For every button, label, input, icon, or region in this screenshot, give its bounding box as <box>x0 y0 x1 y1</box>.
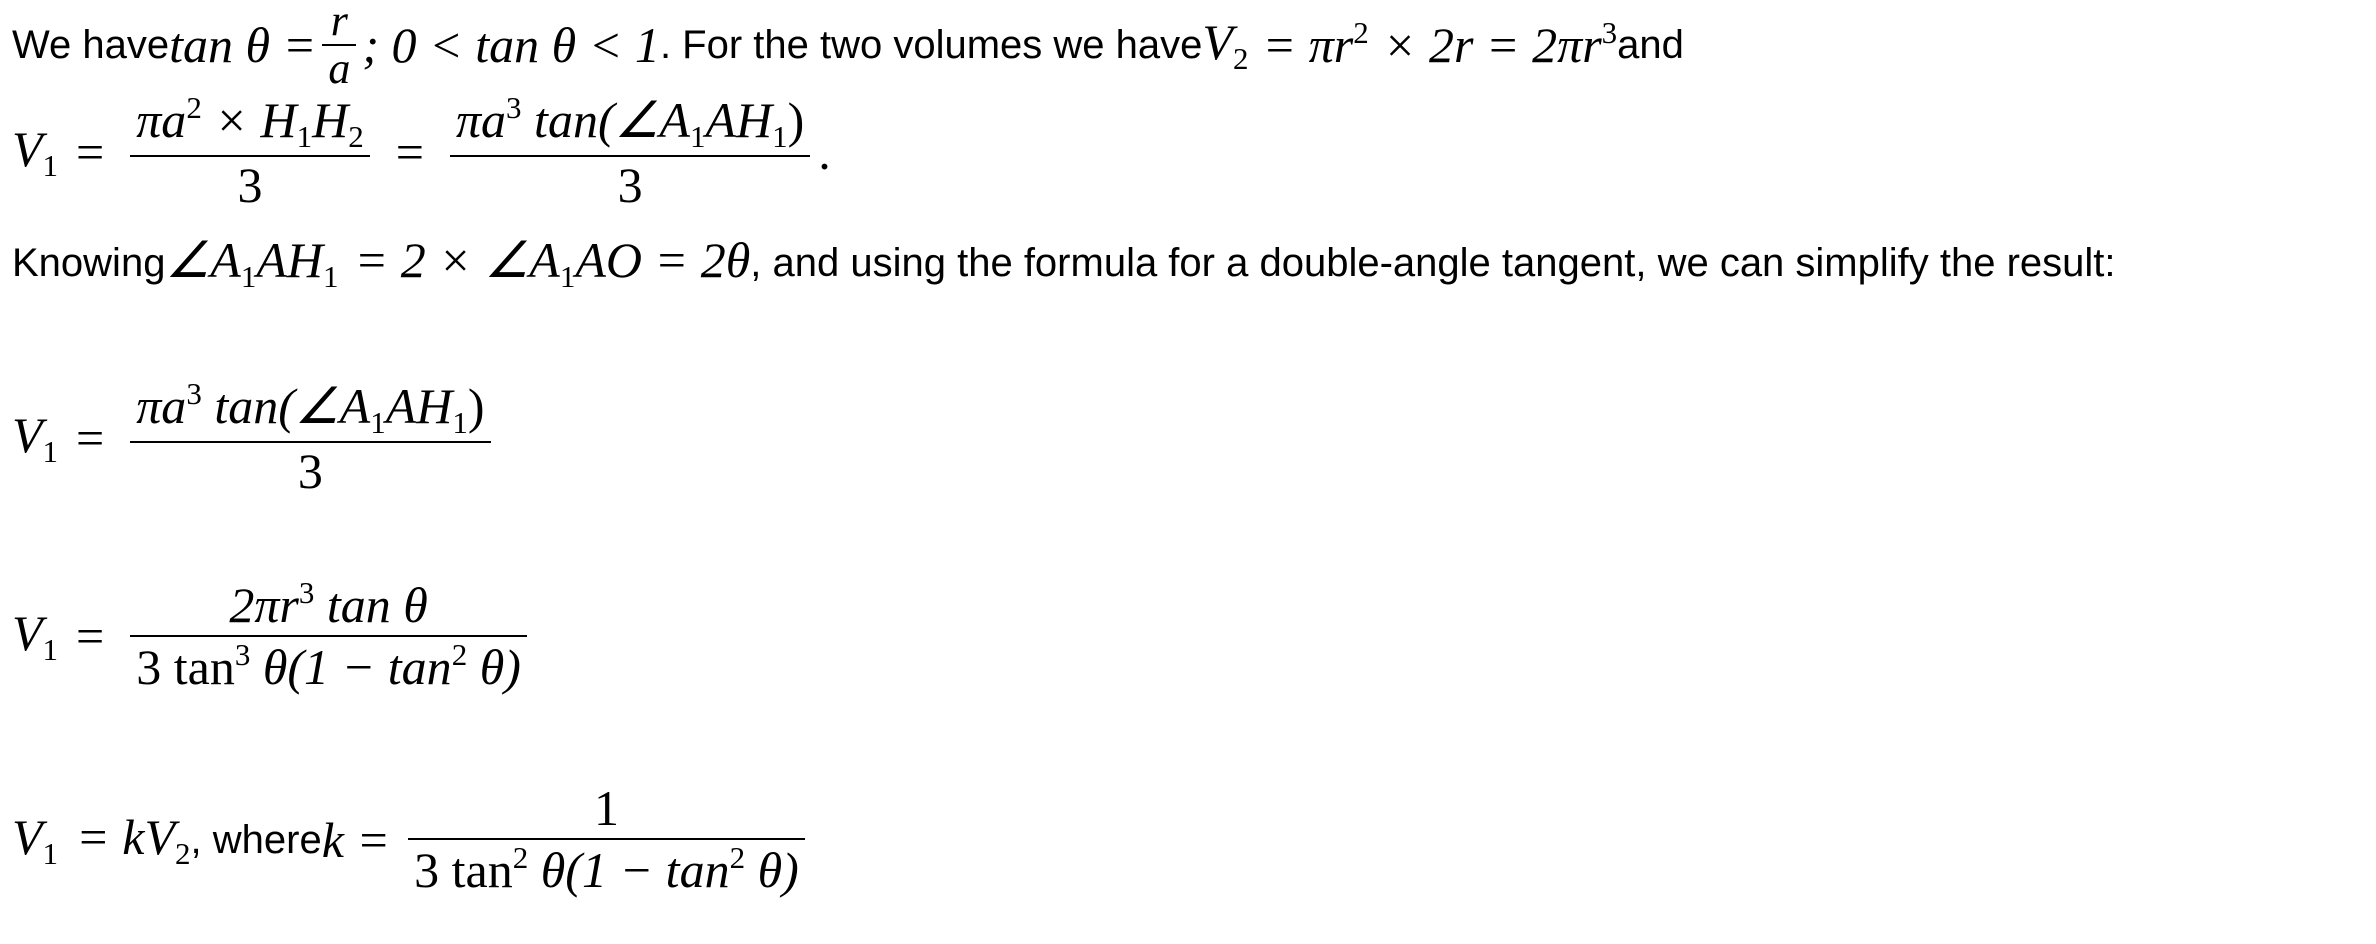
equals-sign: = <box>395 124 424 180</box>
eq2-fraction <box>130 575 527 696</box>
frac-num-r: r <box>330 0 348 45</box>
equals-sign: = <box>76 410 105 466</box>
eq3-den: 3 $\tan^2 \theta(1 - \tan^2 \theta)$ <box>408 838 805 900</box>
line2-period: . <box>818 124 831 180</box>
line1-v2: $V_2$ <box>1202 14 1249 76</box>
line1-v2-eq-a: = $\pi r^2$ <box>1262 15 1369 74</box>
line1-tan-theta-eq: tan θ = <box>169 17 317 73</box>
eq3-kv2: = $kV_2$ <box>76 809 191 871</box>
line2-fraction-1 <box>130 90 370 214</box>
eq3-num: 1 <box>593 780 619 837</box>
line1-text-we-have: We have <box>12 22 170 67</box>
line1-condition: ; 0 < tan θ < 1 <box>362 17 660 73</box>
equation-3 <box>12 770 813 910</box>
line2-frac2-den: 3 <box>450 155 810 215</box>
eq2-v1: $V_1$ <box>12 605 59 667</box>
line2-frac1-num: $\pi a^2 \times H_1H_2$ <box>136 89 364 154</box>
line2-v1: $V_1$ <box>12 121 59 183</box>
equation-1 <box>12 368 499 508</box>
line3-text-knowing: Knowing <box>12 240 166 285</box>
line1-text-volumes: . For the two volumes we have <box>659 22 1203 67</box>
frac-den-a: a <box>322 44 356 92</box>
eq1-v1: $V_1$ <box>12 407 59 469</box>
line-2 <box>12 82 831 222</box>
line3-text-rest: , and using the formula for a double-angle tangent, we can simplify the result: <box>750 240 2116 285</box>
line1-r-over-a <box>322 0 356 92</box>
line1-v2-eq-b: × $2r = 2\pi r^3$ <box>1382 15 1618 74</box>
line3-angle-1: $\angle A_1AH_1$ <box>165 232 339 294</box>
line2-fraction-2 <box>450 90 810 214</box>
equals-sign: = <box>76 124 105 180</box>
line2-frac1-den: 3 <box>130 155 370 215</box>
eq1-den: 3 <box>130 441 490 501</box>
eq2-num: $2\pi r^3$ tan θ <box>229 575 428 634</box>
eq3-k-eq: k = <box>321 812 391 868</box>
equation-2 <box>12 566 535 706</box>
eq1-fraction <box>130 376 490 500</box>
line-1 <box>12 0 1684 93</box>
line-3 <box>12 228 2116 298</box>
line3-angle-2: = $2 \times \angle A_1AO = 2\theta$ <box>354 232 751 294</box>
equals-sign: = <box>76 608 105 664</box>
line2-frac2-num: $\pi a^3$ $\tan(\angle A_1AH_1)$ <box>455 89 805 154</box>
eq3-text-where: , where <box>190 817 322 862</box>
eq3-v1: $V_1$ <box>12 809 59 871</box>
line1-text-and: and <box>1617 22 1684 67</box>
eq1-num: $\pi a^3$ $\tan(\angle A_1AH_1)$ <box>136 375 485 440</box>
eq3-fraction <box>408 780 805 899</box>
eq2-den: 3 $\tan^3 \theta(1 - \tan^2 \theta)$ <box>130 635 527 697</box>
